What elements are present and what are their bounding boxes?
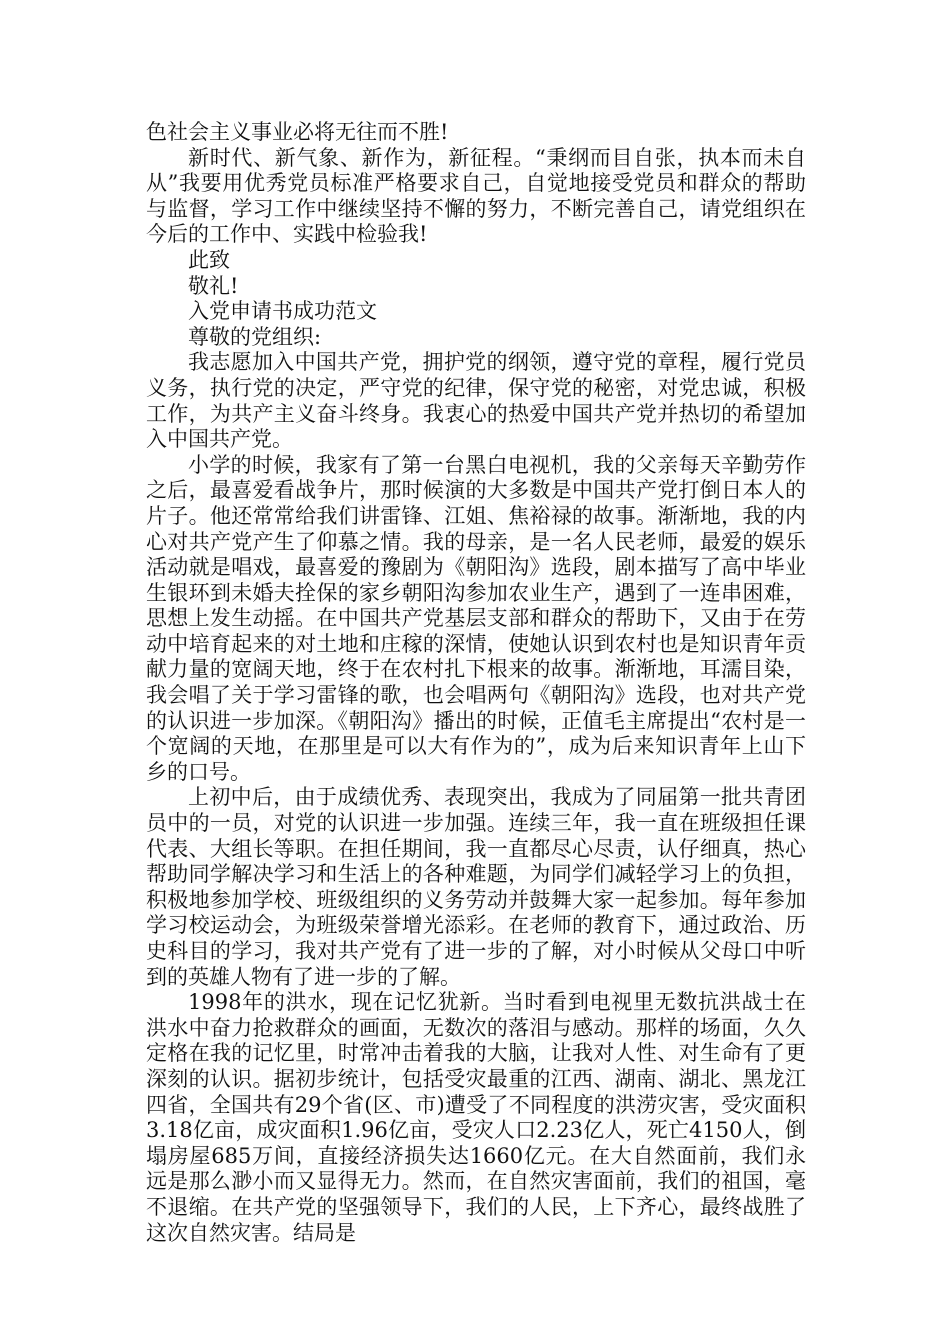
section-heading: 入党申请书成功范文 (188, 299, 377, 324)
document-body (146, 120, 806, 1246)
paragraph-pledge: 新时代、新气象、新作为，新征程。“秉纲而目自张，执本而未自从”我要用优秀党员标准严格要求自己，自觉地接受党员和群众的帮助与监督，学习工作中继续坚持不懈的努力，不断完善自己，请党组织在今后的工作中、实践中检验我! (146, 145, 806, 247)
letter-greeting: 尊敬的党组织: (188, 324, 322, 349)
paragraph-salutation-jing-li: 敬礼! (188, 273, 239, 298)
paragraph-salutation-ci-zhi: 此致 (188, 247, 230, 272)
paragraph-1998-flood: 1998年的洪水，现在记忆犹新。当时看到电视里无数抗洪战士在洪水中奋力抢救群众的画面，无数次的落泪与感动。那样的场面，久久定格在我的记忆里，时常冲击着我的大脑，让我对人性、对生命有了更深刻的认识。据初步统计，包括受灾最重的江西、湖南、湖北、黑龙江四省，全国共有29个省(区、市)遭受了不同程度的洪涝灾害，受灾面积3.18亿亩，成灾面积1.96亿亩，受灾人口2.23亿人，死亡4150人，倒塌房屋685万间，直接经济损失达1660亿元。在大自然面前，我们永远是那么渺小而又显得无力。然而，在自然灾害面前，我们的祖国，毫不退缩。在共产党的坚强领导下，我们的人民，上下齐心，最终战胜了这次自然灾害。结局是 (146, 990, 806, 1245)
paragraph-primary-school: 小学的时候，我家有了第一台黑白电视机，我的父亲每天辛勤劳作之后，最喜爱看战争片，那时候演的大多数是中国共产党打倒日本人的片子。他还常常给我们讲雷锋、江姐、焦裕禄的故事。渐渐地，我的内心对共产党产生了仰慕之情。我的母亲，是一名人民老师，最爱的娱乐活动就是唱戏，最喜爱的豫剧为《朝阳沟》选段，剧本描写了高中毕业生银环到未婚夫拴保的家乡朝阳沟参加农业生产，遇到了一连串困难，思想上发生动摇。在中国共产党基层支部和群众的帮助下，又由于在劳动中培育起来的对土地和庄稼的深情，使她认识到农村也是知识青年贡献力量的宽阔天地，终于在农村扎下根来的故事。渐渐地，耳濡目染，我会唱了关于学习雷锋的歌，也会唱两句《朝阳沟》选段，也对共产党的认识进一步加深。《朝阳沟》播出的时候，正值毛主席提出“农村是一个宽阔的天地，在那里是可以大有作为的”，成为后来知识青年上山下乡的口号。 (146, 452, 806, 784)
paragraph-intro: 我志愿加入中国共产党，拥护党的纲领，遵守党的章程，履行党员义务，执行党的决定，严守党的纪律，保守党的秘密，对党忠诚，积极工作，为共产主义奋斗终身。我衷心的热爱中国共产党并热切的希望加入中国共产党。 (146, 350, 806, 452)
paragraph-middle-school: 上初中后，由于成绩优秀、表现突出，我成为了同届第一批共青团员中的一员，对党的认识进一步加强。连续三年，我一直在班级担任课代表、大组长等职。在担任期间，我一直都尽心尽责，认仔细真，热心帮助同学解决学习和生活上的各种难题，为同学们减轻学习上的负担，积极地参加学校、班级组织的义务劳动并鼓舞大家一起参加。每年参加学习校运动会，为班级荣誉增光添彩。在老师的教育下，通过政治、历史科目的学习，我对共产党有了进一步的了解，对小时候从父母口中听到的英雄人物有了进一步的了解。 (146, 785, 806, 989)
paragraph-closing-line: 色社会主义事业必将无往而不胜! (146, 120, 449, 144)
